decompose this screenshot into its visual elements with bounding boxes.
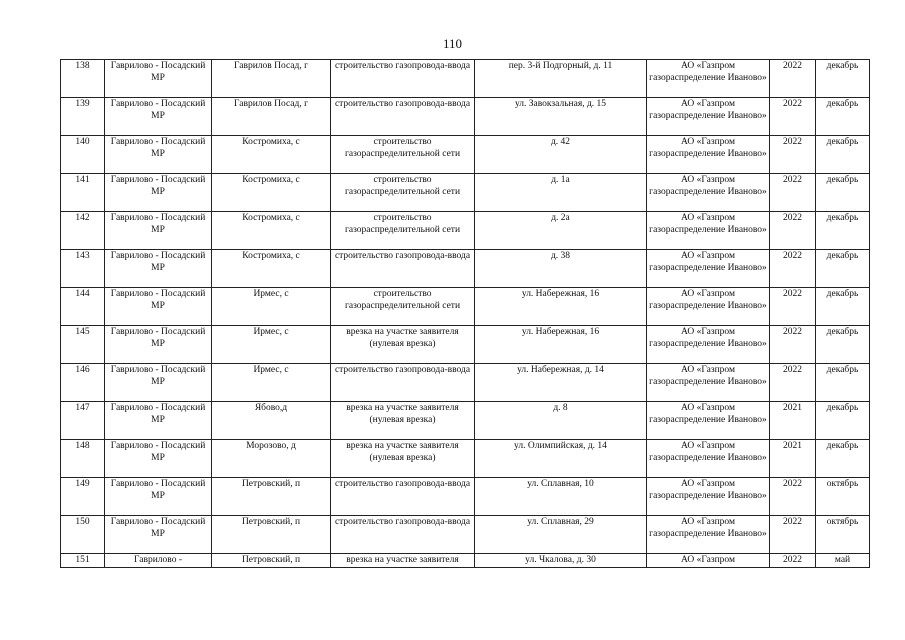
table-row bbox=[61, 288, 870, 326]
table-row bbox=[61, 516, 870, 554]
address-cell: д. 38 bbox=[475, 250, 647, 288]
year-cell: 2022 bbox=[770, 554, 816, 568]
row-number-cell: 149 bbox=[61, 478, 105, 516]
month-cell: декабрь bbox=[816, 440, 870, 478]
work-type-cell: врезка на участке заявителя (нулевая врезка) bbox=[331, 440, 475, 478]
year-cell: 2022 bbox=[770, 326, 816, 364]
row-number-cell: 143 bbox=[61, 250, 105, 288]
district-cell: Гаврилово - Посадский МР bbox=[105, 326, 212, 364]
row-number-cell: 142 bbox=[61, 212, 105, 250]
table-row bbox=[61, 440, 870, 478]
district-cell: Гаврилово - Посадский МР bbox=[105, 440, 212, 478]
settlement-cell: Костромиха, с bbox=[212, 250, 331, 288]
work-type-cell: строительство газопровода-ввода bbox=[331, 98, 475, 136]
table-row bbox=[61, 174, 870, 212]
row-number-cell: 151 bbox=[61, 554, 105, 568]
table-row bbox=[61, 136, 870, 174]
table-row bbox=[61, 250, 870, 288]
row-number-cell: 150 bbox=[61, 516, 105, 554]
settlement-cell: Ябово,д bbox=[212, 402, 331, 440]
district-cell: Гаврилово - Посадский МР bbox=[105, 136, 212, 174]
year-cell: 2022 bbox=[770, 136, 816, 174]
month-cell: декабрь bbox=[816, 364, 870, 402]
work-type-cell: строительство газопровода-ввода bbox=[331, 516, 475, 554]
organization-cell: АО «Газпром газораспределение Иваново» bbox=[647, 516, 770, 554]
district-cell: Гаврилово - Посадский МР bbox=[105, 60, 212, 98]
month-cell: декабрь bbox=[816, 136, 870, 174]
year-cell: 2022 bbox=[770, 288, 816, 326]
table-row bbox=[61, 212, 870, 250]
work-type-cell: строительство газораспределительной сети bbox=[331, 136, 475, 174]
address-cell: д. 1а bbox=[475, 174, 647, 212]
table-row bbox=[61, 326, 870, 364]
year-cell: 2022 bbox=[770, 212, 816, 250]
row-number-cell: 139 bbox=[61, 98, 105, 136]
district-cell: Гаврилово - Посадский МР bbox=[105, 478, 212, 516]
year-cell: 2022 bbox=[770, 478, 816, 516]
settlement-cell: Петровский, п bbox=[212, 554, 331, 568]
address-cell: пер. 3-й Подгорный, д. 11 bbox=[475, 60, 647, 98]
settlement-cell: Петровский, п bbox=[212, 478, 331, 516]
settlement-cell: Морозово, д bbox=[212, 440, 331, 478]
organization-cell: АО «Газпром газораспределение Иваново» bbox=[647, 326, 770, 364]
organization-cell: АО «Газпром газораспределение Иваново» bbox=[647, 288, 770, 326]
organization-cell: АО «Газпром газораспределение Иваново» bbox=[647, 212, 770, 250]
organization-cell: АО «Газпром газораспределение Иваново» bbox=[647, 402, 770, 440]
district-cell: Гаврилово - Посадский МР bbox=[105, 288, 212, 326]
settlement-cell: Петровский, п bbox=[212, 516, 331, 554]
district-cell: Гаврилово - Посадский МР bbox=[105, 174, 212, 212]
row-number-cell: 146 bbox=[61, 364, 105, 402]
month-cell: декабрь bbox=[816, 174, 870, 212]
work-type-cell: строительство газопровода-ввода bbox=[331, 250, 475, 288]
month-cell: декабрь bbox=[816, 60, 870, 98]
year-cell: 2022 bbox=[770, 60, 816, 98]
district-cell: Гаврилово - Посадский МР bbox=[105, 364, 212, 402]
work-type-cell: строительство газопровода-ввода bbox=[331, 364, 475, 402]
district-cell: Гаврилово - Посадский МР bbox=[105, 516, 212, 554]
work-type-cell: строительство газопровода-ввода bbox=[331, 478, 475, 516]
address-cell: ул. Сплавная, 10 bbox=[475, 478, 647, 516]
settlement-cell: Костромиха, с bbox=[212, 212, 331, 250]
work-type-cell: врезка на участке заявителя (нулевая врезка) bbox=[331, 402, 475, 440]
row-number-cell: 147 bbox=[61, 402, 105, 440]
table-row bbox=[61, 60, 870, 98]
address-cell: ул. Завокзальная, д. 15 bbox=[475, 98, 647, 136]
district-cell: Гаврилово - Посадский МР bbox=[105, 402, 212, 440]
year-cell: 2022 bbox=[770, 250, 816, 288]
address-cell: ул. Олимпийская, д. 14 bbox=[475, 440, 647, 478]
month-cell: декабрь bbox=[816, 402, 870, 440]
month-cell: декабрь bbox=[816, 212, 870, 250]
page-number: 110 bbox=[442, 36, 463, 51]
month-cell: декабрь bbox=[816, 98, 870, 136]
settlement-cell: Костромиха, с bbox=[212, 174, 331, 212]
address-cell: ул. Чкалова, д. 30 bbox=[475, 554, 647, 568]
work-type-cell: врезка на участке заявителя bbox=[331, 554, 475, 568]
row-number-cell: 148 bbox=[61, 440, 105, 478]
district-cell: Гаврилово - bbox=[105, 554, 212, 568]
work-type-cell: строительство газораспределительной сети bbox=[331, 288, 475, 326]
table-row bbox=[61, 402, 870, 440]
month-cell: октябрь bbox=[816, 478, 870, 516]
row-number-cell: 138 bbox=[61, 60, 105, 98]
work-type-cell: строительство газораспределительной сети bbox=[331, 174, 475, 212]
table-row bbox=[61, 98, 870, 136]
month-cell: декабрь bbox=[816, 288, 870, 326]
row-number-cell: 141 bbox=[61, 174, 105, 212]
settlement-cell: Костромиха, с bbox=[212, 136, 331, 174]
work-type-cell: врезка на участке заявителя (нулевая врезка) bbox=[331, 326, 475, 364]
address-cell: ул. Набережная, 16 bbox=[475, 326, 647, 364]
district-cell: Гаврилово - Посадский МР bbox=[105, 250, 212, 288]
address-cell: д. 2а bbox=[475, 212, 647, 250]
settlement-cell: Ирмес, с bbox=[212, 288, 331, 326]
year-cell: 2022 bbox=[770, 98, 816, 136]
month-cell: октябрь bbox=[816, 516, 870, 554]
organization-cell: АО «Газпром газораспределение Иваново» bbox=[647, 136, 770, 174]
organization-cell: АО «Газпром газораспределение Иваново» bbox=[647, 364, 770, 402]
address-cell: ул. Сплавная, 29 bbox=[475, 516, 647, 554]
row-number-cell: 140 bbox=[61, 136, 105, 174]
month-cell: декабрь bbox=[816, 326, 870, 364]
settlement-cell: Ирмес, с bbox=[212, 364, 331, 402]
district-cell: Гаврилово - Посадский МР bbox=[105, 212, 212, 250]
table-body bbox=[61, 60, 870, 568]
work-type-cell: строительство газораспределительной сети bbox=[331, 212, 475, 250]
organization-cell: АО «Газпром газораспределение Иваново» bbox=[647, 98, 770, 136]
year-cell: 2021 bbox=[770, 402, 816, 440]
organization-cell: АО «Газпром газораспределение Иваново» bbox=[647, 250, 770, 288]
month-cell: декабрь bbox=[816, 250, 870, 288]
year-cell: 2022 bbox=[770, 364, 816, 402]
row-number-cell: 145 bbox=[61, 326, 105, 364]
table-row bbox=[61, 478, 870, 516]
work-type-cell: строительство газопровода-ввода bbox=[331, 60, 475, 98]
year-cell: 2021 bbox=[770, 440, 816, 478]
year-cell: 2022 bbox=[770, 516, 816, 554]
address-cell: ул. Набережная, 16 bbox=[475, 288, 647, 326]
table-row bbox=[61, 554, 870, 568]
settlement-cell: Ирмес, с bbox=[212, 326, 331, 364]
gasification-table bbox=[60, 59, 870, 568]
row-number-cell: 144 bbox=[61, 288, 105, 326]
address-cell: ул. Набережная, д. 14 bbox=[475, 364, 647, 402]
organization-cell: АО «Газпром bbox=[647, 554, 770, 568]
organization-cell: АО «Газпром газораспределение Иваново» bbox=[647, 60, 770, 98]
month-cell: май bbox=[816, 554, 870, 568]
settlement-cell: Гаврилов Посад, г bbox=[212, 60, 331, 98]
organization-cell: АО «Газпром газораспределение Иваново» bbox=[647, 174, 770, 212]
year-cell: 2022 bbox=[770, 174, 816, 212]
table-row bbox=[61, 364, 870, 402]
address-cell: д. 8 bbox=[475, 402, 647, 440]
address-cell: д. 42 bbox=[475, 136, 647, 174]
settlement-cell: Гаврилов Посад, г bbox=[212, 98, 331, 136]
organization-cell: АО «Газпром газораспределение Иваново» bbox=[647, 478, 770, 516]
district-cell: Гаврилово - Посадский МР bbox=[105, 98, 212, 136]
organization-cell: АО «Газпром газораспределение Иваново» bbox=[647, 440, 770, 478]
